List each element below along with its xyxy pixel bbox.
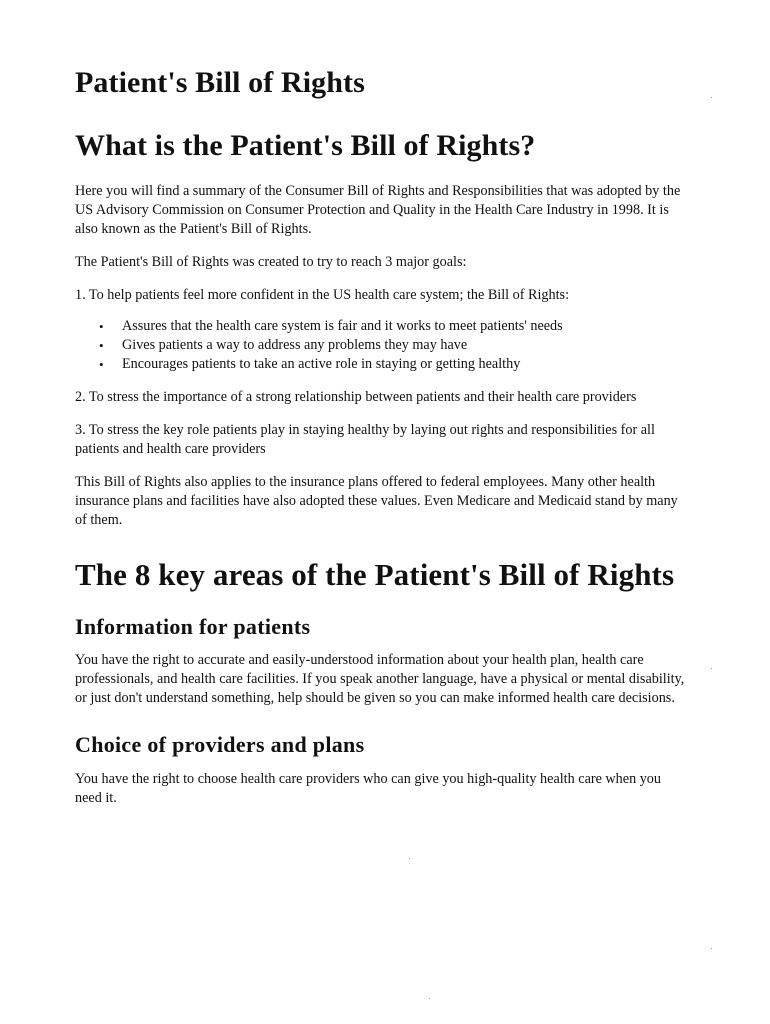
scan-speck [711,668,712,669]
bullet-item [99,317,685,336]
bullet-text: Assures that the health care system is fair and it works to meet patients' needs [122,318,563,334]
goal-3-paragraph: 3. To stress the key role patients play in staying healthy by laying out rights and responsibilities for all patients and health care providers [75,422,655,457]
goal-1-bullet-list [75,317,685,374]
bullet-text: Gives patients a way to address any problems they may have [122,337,468,353]
goal-1-paragraph: 1. To help patients feel more confident in the US health care system; the Bill of Rights: [75,287,570,303]
section-information-text: You have the right to accurate and easily-understood information about your health plan, health care professionals, and health care facilities. If you speak another language, have a physical or mental disability, or just don't understand something, help should be given so you can make informed health care decisions. [75,652,685,707]
heading-eight-key-areas: The 8 key areas of the Patient's Bill of Rights [75,557,675,592]
heading-what-is: What is the Patient's Bill of Rights? [75,129,536,162]
goals-intro-paragraph: The Patient's Bill of Rights was created to try to reach 3 major goals: [75,254,467,270]
scan-speck [711,948,712,949]
bullet-item [99,336,685,355]
intro-paragraph: Here you will find a summary of the Consumer Bill of Rights and Responsibilities that was adopted by the US Advisory Commission on Consumer Protection and Quality in the Health Care Industry in 1998. It is also known as the Patient's Bill of Rights. [75,183,681,237]
goal-2-paragraph: 2. To stress the importance of a strong relationship between patients and their health care providers [75,389,637,405]
bullet-text: Encourages patients to take an active role in staying or getting healthy [122,356,521,372]
scan-speck [711,97,712,98]
section-heading-information: Information for patients [75,614,311,640]
bullet-dot-icon: • [99,319,104,334]
section-choice-text: You have the right to choose health care providers who can give you high-quality health care when you need it. [75,770,661,806]
section-heading-choice: Choice of providers and plans [75,732,365,758]
applies-paragraph: This Bill of Rights also applies to the insurance plans offered to federal employees. Many other health insurance plans and facilities have also adopted these values. Even Medicare and Medicaid stand by many of them. [75,474,678,528]
scan-speck [409,858,410,859]
document-page [75,60,685,808]
scan-speck [429,998,430,999]
bullet-dot-icon: • [99,357,104,372]
bullet-item [99,355,685,374]
document-title: Patient's Bill of Rights [75,66,365,99]
bullet-dot-icon: • [99,338,104,353]
